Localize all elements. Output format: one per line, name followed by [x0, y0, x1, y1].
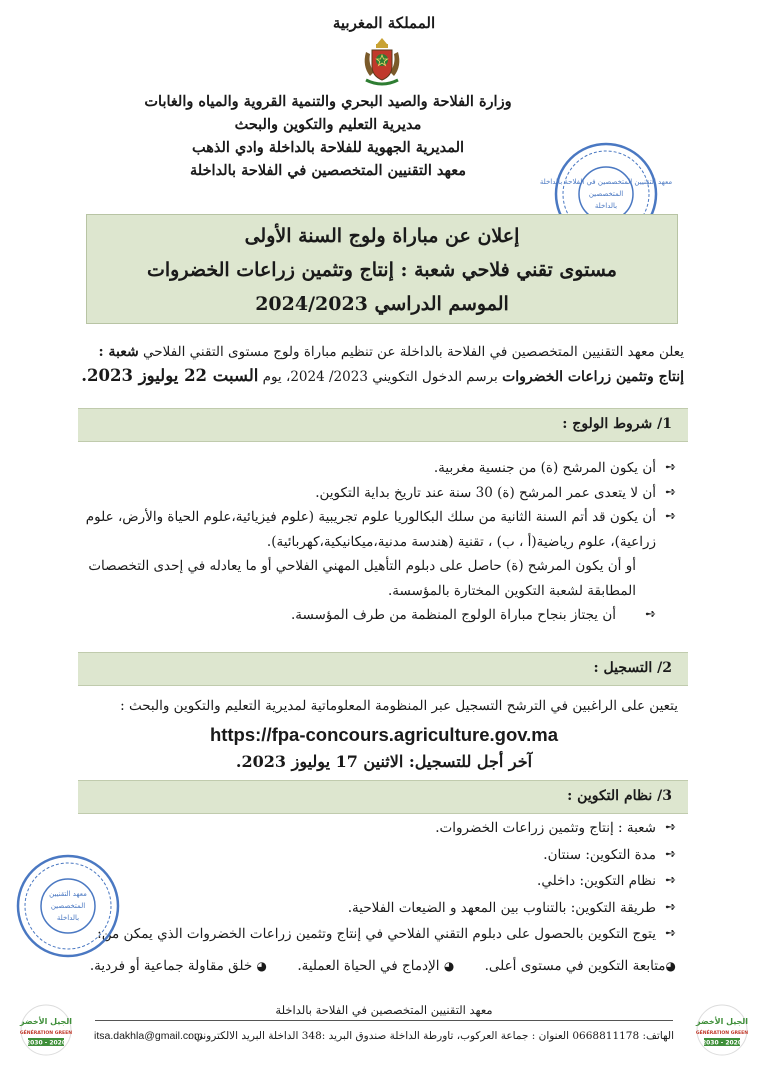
circle-bullet-icon: ◕: [256, 959, 268, 973]
bullet-arrow-icon: ➺: [645, 607, 656, 622]
outcome-item: ◕ خلق مقاولة جماعية أو فردية.: [89, 958, 268, 974]
svg-text:المتخصصين: المتخصصين: [50, 902, 86, 910]
generation-green-logo-icon: [20, 1004, 72, 1056]
footer-contact: [94, 1030, 674, 1042]
bullet-arrow-icon: ➺: [665, 509, 676, 524]
footer-contact-text: الهاتف: 0668811178 العنوان : جماعة العركوب، تاورطة الداخلة صندوق البريد :348 الداخلة البريد الالكتروني :: [187, 1030, 674, 1042]
announcement-subtitle: مستوى تقني فلاحي شعبة : إنتاج وتثمين زراعات الخضروات: [147, 259, 617, 281]
list-item: ➺ أن يكون المرشح (ة) من جنسية مغربية.: [66, 456, 676, 481]
bullet-arrow-icon: ➺: [665, 484, 676, 500]
generation-green-logo-icon: [696, 1004, 748, 1056]
section-title-admission: 1/ شروط الولوج :: [562, 416, 672, 432]
ministry-name: وزارة الفلاحة والصيد البحري والتنمية القروية والمياه والغابات: [144, 93, 512, 110]
svg-text:معهد التقنيين: معهد التقنيين: [49, 890, 87, 898]
svg-text:GÉNÉRATION GREEN: GÉNÉRATION GREEN: [19, 1031, 73, 1036]
footer-divider: [95, 1020, 673, 1021]
intro-paragraph: [74, 340, 684, 389]
exam-date: السبت 22 يوليوز 2023.: [81, 366, 259, 385]
bullet-arrow-icon: ➺: [665, 873, 676, 888]
academic-year: الموسم الدراسي 2024/2023: [255, 293, 509, 315]
bullet-arrow-icon: ➺: [665, 846, 676, 862]
royal-emblem-icon: [358, 36, 406, 88]
admission-conditions-list: [66, 456, 676, 628]
section-bar-training: [78, 780, 688, 814]
institute-name: معهد التقنيين المتخصصين في الفلاحة بالداخلة: [190, 162, 466, 179]
list-item: ➺ نظام التكوين: داخلي.: [66, 868, 676, 895]
registration-text: يتعين على الراغبين في الترشح التسجيل عبر المنظومة المعلوماتية لمديرية التعليم والتكوين والبحث :: [120, 698, 678, 714]
svg-text:الجيل الأخضر: الجيل الأخضر: [695, 1017, 749, 1026]
registration-url-link[interactable]: https://fpa-concours.agriculture.gov.ma: [209, 724, 559, 745]
list-item: ➺ شعبة : إنتاج وتثمين زراعات الخضروات.: [66, 815, 676, 842]
stamp-text: معهد التقنيين المتخصصين في الفلاحة بالداخلة: [539, 178, 673, 186]
svg-text:GÉNÉRATION GREEN: GÉNÉRATION GREEN: [695, 1031, 749, 1036]
announcement-title: إعلان عن مباراة ولوج السنة الأولى: [244, 225, 520, 247]
footer-institute-name: معهد التقنيين المتخصصين في الفلاحة بالداخلة: [275, 1003, 493, 1017]
list-item: ➺ مدة التكوين: سنتان.: [66, 842, 676, 869]
list-item: أو أن يكون المرشح (ة) حاصل على دبلوم التأهيل المهني الفلاحي أو ما يعادله في إحدى التخصصات المطابقة لشعبة التكوين المختارة بالمؤسسة.: [88, 558, 636, 599]
regional-directorate-name: المديرية الجهوية للفلاحة بالداخلة وادي الذهب: [191, 139, 465, 156]
bullet-arrow-icon: ➺: [665, 460, 676, 475]
diploma-outcomes: [36, 958, 676, 974]
footer-email-link[interactable]: itsa.dakhla@gmail.com: [94, 1030, 203, 1042]
list-item: ➺ يتوج التكوين بالحصول على دبلوم التقني الفلاحي في إنتاج وتثمين زراعات الخضروات الذي يمكن من:: [66, 921, 676, 948]
intro-text: يعلن معهد التقنيين المتخصصين في الفلاحة بالداخلة عن تنظيم مباراة ولوج مستوى التقني الفلاحي: [138, 344, 684, 360]
section-bar-registration: [78, 652, 688, 686]
svg-text:المتخصصين: المتخصصين: [588, 190, 624, 198]
svg-text:الجيل الأخضر: الجيل الأخضر: [19, 1017, 73, 1026]
bullet-arrow-icon: ➺: [665, 899, 676, 915]
institute-stamp-icon: [14, 852, 122, 960]
outcome-item: ◕ الإدماج في الحياة العملية.: [297, 958, 455, 974]
svg-text:2020 - 2030: 2020 - 2030: [701, 1039, 743, 1047]
intro-text-2: برسم الدخول التكويني 2023/ 2024، يوم: [258, 369, 503, 385]
kingdom-heading: المملكة المغربية: [332, 14, 436, 32]
directorate-name: مديرية التعليم والتكوين والبحث: [234, 116, 422, 133]
announcement-title-box: [86, 214, 678, 324]
section-title-registration: 2/ التسجيل :: [593, 660, 672, 676]
circle-bullet-icon: ◕: [665, 959, 676, 973]
bullet-arrow-icon: ➺: [665, 926, 676, 941]
svg-text:2020 - 2030: 2020 - 2030: [25, 1039, 67, 1047]
section-bar-admission: [78, 408, 688, 442]
list-item: ➺ أن لا يتعدى عمر المرشح (ة) 30 سنة عند تاريخ بداية التكوين.: [66, 481, 676, 506]
bullet-arrow-icon: ➺: [665, 820, 676, 835]
section-title-training: 3/ نظام التكوين :: [567, 788, 672, 804]
ministry-header: [48, 90, 608, 182]
svg-text:بالداخلة: بالداخلة: [56, 914, 80, 922]
list-item: ➺ أن يكون قد أتم السنة الثانية من سلك البكالوريا علوم تجريبية (علوم فيزيائية،علوم الحياة والأرض، علوم زراعية)، علوم رياضية(أ ، ب) ، تقنية (هندسة مدنية،ميكانيكية،كهربائية).: [66, 505, 676, 554]
training-system-list: [66, 815, 676, 948]
registration-deadline: آخر أجل للتسجيل: الاثنين 17 يوليوز 2023.: [235, 752, 533, 771]
circle-bullet-icon: ◕: [443, 959, 455, 973]
svg-text:بالداخلة: بالداخلة: [594, 202, 618, 210]
list-item: ➺ طريقة التكوين: بالتناوب بين المعهد و الضيعات الفلاحية.: [66, 895, 676, 922]
outcome-item: ◕متابعة التكوين في مستوى أعلى.: [484, 958, 676, 974]
list-item: ➺ أن يجتاز بنجاح مباراة الولوج المنظمة من طرف المؤسسة.: [66, 603, 676, 628]
intro-specialty: شعبة : إنتاج وتثمين زراعات الخضروات: [98, 344, 684, 385]
